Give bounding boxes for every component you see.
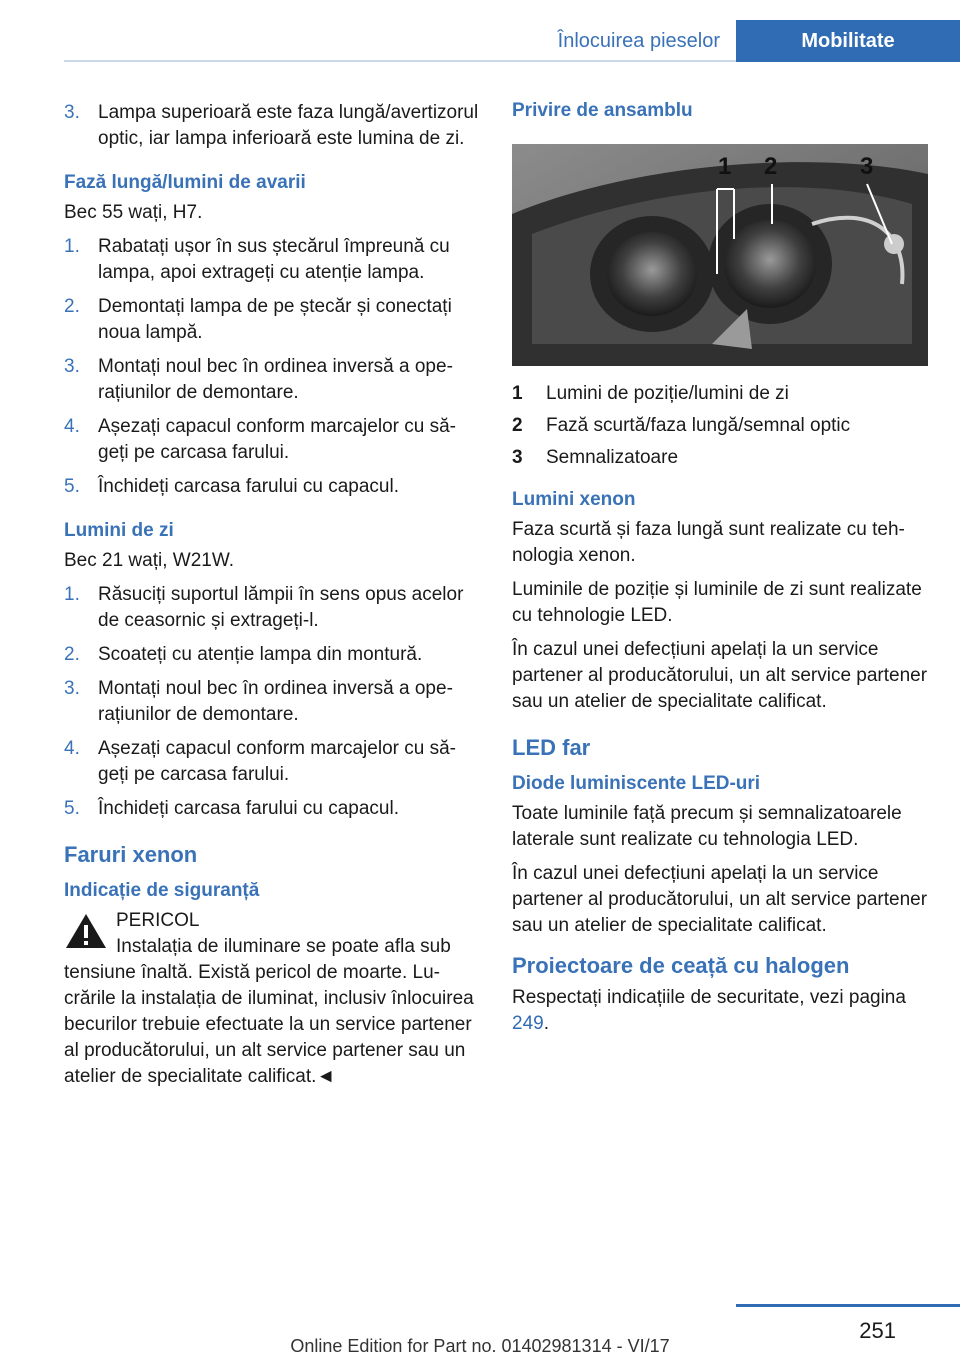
legend-text: Semnalizatoare	[546, 447, 679, 468]
list-text: Răsuciți suportul lămpii în sens opus acelor de ceasornic și extrageți-l.	[98, 584, 464, 631]
list-item	[64, 234, 480, 286]
paragraph-text-end: .	[543, 1013, 549, 1034]
page-number-divider	[736, 1304, 960, 1307]
paragraph-text: Respectați indicațiile de securitate, vezi pagina	[512, 987, 906, 1008]
header-section-title: Înlocuirea pieselor	[557, 30, 720, 52]
list-number: 3.	[64, 678, 80, 699]
list-item	[64, 642, 480, 668]
bulb-spec-faza: Bec 55 wați, H7.	[64, 202, 203, 223]
list-text: Lampa superioară este faza lungă/avertizorul optic, iar lampa inferioară este lumina de zi.	[98, 102, 479, 149]
paragraph: Luminile de poziție și luminile de zi sunt realizate cu tehnologie LED.	[512, 579, 922, 626]
heading-lumini-de-zi: Lumini de zi	[64, 520, 174, 541]
list-item	[64, 100, 480, 152]
steps-faza-list	[64, 234, 480, 500]
legend-number: 2	[512, 415, 523, 436]
list-number: 5.	[64, 798, 80, 819]
heading-faza-lunga: Fază lungă/lumini de avarii	[64, 172, 306, 193]
paragraph: În cazul unei defecțiuni apelați la un service partener al producătorului, un alt service partener sau un atelier de specialitate calificat.	[512, 639, 928, 712]
list-text: Așezați capacul conform marcajelor cu săgeți pe carcasa farului.	[98, 738, 456, 785]
warning-body: tensiune înaltă. Există pericol de moarte. Lucrările la instalația de iluminat, inclusiv înlocuirea becurilor trebuie efectuate la un service partener al producătorului, un alt service partener sau un atelier de specialitate calificat.◄	[64, 962, 474, 1087]
list-text: Demontați lampa de pe ștecăr și conectați noua lampă.	[98, 296, 452, 343]
list-number: 3.	[64, 356, 80, 377]
callout-1: 1	[718, 153, 732, 180]
heading-lumini-xenon: Lumini xenon	[512, 489, 636, 510]
headlight-photo	[512, 144, 928, 366]
legend-number: 1	[512, 383, 523, 404]
list-text: Așezați capacul conform marcajelor cu săgeți pe carcasa farului.	[98, 416, 456, 463]
paragraph: În cazul unei defecțiuni apelați la un service partener al producătorului, un alt service partener sau un atelier de specialitate calificat.	[512, 863, 928, 936]
legend-text: Fază scurtă/faza lungă/semnal optic	[546, 415, 851, 436]
list-number: 1.	[64, 236, 80, 257]
legend-list	[512, 381, 930, 471]
header-tab-mobilitate[interactable]: Mobilitate	[736, 20, 960, 62]
list-item	[64, 676, 480, 728]
legend-item	[512, 381, 930, 407]
list-item	[64, 796, 480, 822]
legend-number: 3	[512, 447, 523, 468]
list-item	[64, 474, 480, 500]
list-text: Închideți carcasa farului cu capacul.	[98, 798, 399, 819]
steps-zi-list	[64, 582, 480, 822]
paragraph-with-link	[512, 985, 930, 1037]
list-number: 1.	[64, 584, 80, 605]
warning-title: PERICOL	[116, 910, 200, 931]
paragraph: Faza scurtă și faza lungă sunt realizate cu tehnologia xenon.	[512, 519, 905, 566]
left-column	[64, 100, 480, 1090]
list-text: Scoateți cu atenție lampa din montură.	[98, 644, 423, 665]
list-number: 2.	[64, 296, 80, 317]
list-number: 3.	[64, 102, 80, 123]
heading-led-far: LED far	[512, 735, 591, 760]
legend-text: Lumini de poziție/lumini de zi	[546, 383, 789, 404]
paragraph: Toate luminile față precum și semnalizatoarele laterale sunt realizate cu tehnologia LED.	[512, 803, 902, 850]
heading-privire-ansamblu: Privire de ansamblu	[512, 100, 693, 121]
warning-triangle-icon	[64, 912, 108, 950]
list-item	[64, 736, 480, 788]
page-link-249[interactable]: 249	[512, 1013, 544, 1034]
callout-3: 3	[860, 153, 874, 180]
callout-2: 2	[764, 153, 778, 180]
list-item	[64, 582, 480, 634]
list-text: Închideți carcasa farului cu capacul.	[98, 476, 399, 497]
warning-block	[64, 908, 480, 1090]
list-text: Rabatați ușor în sus ștecărul împreună cu lampa, apoi extrageți cu atenție lampa.	[98, 236, 450, 283]
bulb-spec-zi: Bec 21 wați, W21W.	[64, 550, 235, 571]
heading-diode-led: Diode luminiscente LED-uri	[512, 773, 761, 794]
heading-indicatie-siguranta: Indicație de siguranță	[64, 880, 260, 901]
list-number: 2.	[64, 644, 80, 665]
footer-edition: Online Edition for Part no. 01402981314 - VI/17	[290, 1336, 670, 1356]
legend-item	[512, 445, 930, 471]
list-text: Montați noul bec în ordinea inversă a operațiunilor de demontare.	[98, 356, 453, 403]
list-number: 4.	[64, 738, 80, 759]
list-text: Montați noul bec în ordinea inversă a operațiunilor de demontare.	[98, 678, 453, 725]
legend-item	[512, 413, 930, 439]
list-item	[64, 414, 480, 466]
list-item	[64, 354, 480, 406]
list-number: 4.	[64, 416, 80, 437]
page-number: 251	[859, 1318, 896, 1343]
heading-proiectoare-ceata: Proiectoare de ceață cu halogen	[512, 953, 850, 978]
warning-first-line: Instalația de iluminare se poate afla sub	[116, 936, 451, 957]
right-column	[512, 100, 930, 1045]
list-number: 5.	[64, 476, 80, 497]
heading-faruri-xenon: Faruri xenon	[64, 842, 198, 867]
list-item	[64, 294, 480, 346]
